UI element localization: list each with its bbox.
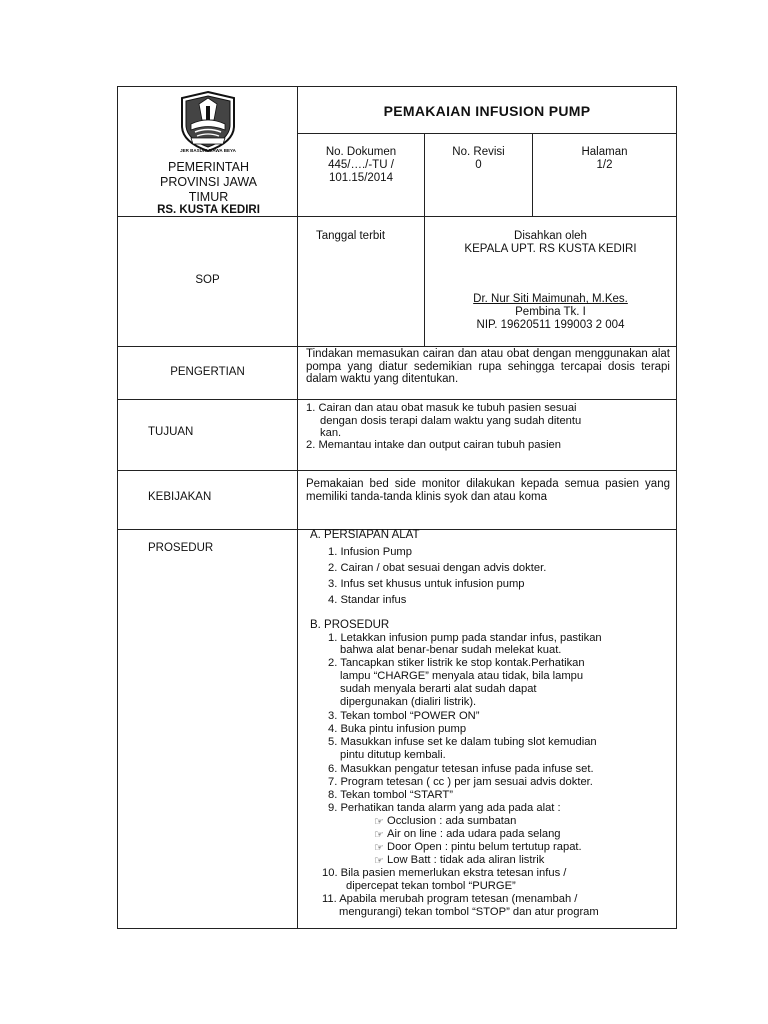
policy-text: Pemakaian bed side monitor dilakukan kepada semua pasien yang memiliki tanda-tanda klinis syok dan atau koma (306, 478, 670, 503)
a-item-2: 2. Cairan / obat sesuai dengan advis dokter. (328, 562, 547, 574)
alarm-line: Door Open : pintu belum tertutup rapat. (387, 841, 582, 853)
b-line: sudah menyala berarti alat sudah dapat (340, 683, 537, 695)
b-line: 4. Buka pintu infusion pump (328, 723, 467, 735)
purpose-item-2: 2. Memantau intake dan output cairan tubuh pasien (306, 439, 562, 451)
signer-nip: NIP. 19620511 199003 2 004 (476, 319, 625, 331)
approved-by-office: KEPALA UPT. RS KUSTA KEDIRI (464, 243, 637, 255)
doc-number-cell (297, 133, 425, 217)
policy-label-cell (117, 470, 298, 530)
purpose-item-1-line-2: dengan dosis terapi dalam waktu yang sudah ditentu (320, 415, 582, 427)
org-line-1: PEMERINTAH (167, 160, 250, 174)
hospital-name: RS. KUSTA KEDIRI (157, 204, 260, 216)
b-line: 3. Tekan tombol “POWER ON” (328, 710, 480, 722)
doc-number-line-2: 101.15/2014 (329, 172, 393, 184)
definition-label-cell (117, 346, 298, 400)
org-line-2: PROVINSI JAWA (159, 175, 257, 189)
alarm-line: Occlusion : ada sumbatan (387, 815, 517, 827)
alarm-line: Air on line : ada udara pada selang (387, 828, 561, 840)
revision-label: No. Revisi (452, 146, 505, 158)
pointing-hand-icon: ☞ (374, 855, 385, 867)
east-java-coat-of-arms-icon (177, 90, 239, 154)
org-line-3: TIMUR (188, 190, 229, 204)
procedure-label-cell (117, 529, 298, 929)
page-label: Halaman (581, 146, 628, 158)
pointing-hand-icon: ☞ (374, 829, 385, 841)
section-a-heading: A. PERSIAPAN ALAT (310, 529, 420, 541)
a-item-1: 1. Infusion Pump (328, 546, 412, 558)
b-line: pintu ditutup kembali. (340, 749, 446, 761)
doc-number-label: No. Dokumen (325, 146, 397, 158)
policy-label: KEBIJAKAN (148, 491, 212, 503)
definition-text-cell (297, 346, 677, 400)
section-b-heading: B. PROSEDUR (310, 619, 390, 631)
issue-date-label: Tanggal terbit (316, 230, 386, 242)
policy-text-cell (297, 470, 677, 530)
a-item-3: 3. Infus set khusus untuk infusion pump (328, 578, 525, 590)
logo-banner: JER BASUKI MAWA BEYA (180, 148, 236, 153)
approved-by-label: Disahkan oleh (514, 230, 587, 242)
b-line: mengurangi) tekan tombol “STOP” dan atur program (339, 906, 599, 918)
b-line: dipercepat tekan tombol “PURGE” (346, 880, 516, 892)
issue-date-cell (297, 216, 425, 347)
purpose-label: TUJUAN (148, 426, 194, 438)
b-line: 11. Apabila merubah program tetesan (menambah / (322, 893, 578, 905)
purpose-text-cell (297, 399, 677, 471)
b-line: dipergunakan (dialiri listrik). (340, 696, 477, 708)
revision-value: 0 (475, 159, 482, 171)
sop-document (117, 86, 677, 929)
b-line: 5. Masukkan infuse set ke dalam tubing slot kemudian (328, 736, 597, 748)
pointing-hand-icon: ☞ (374, 842, 385, 854)
signer-rank: Pembina Tk. I (515, 306, 586, 318)
b-line: bahwa alat benar-benar sudah melekat kuat. (340, 644, 562, 656)
b-line: 6. Masukkan pengatur tetesan infuse pada infuse set. (328, 763, 594, 775)
b-line: 9. Perhatikan tanda alarm yang ada pada alat : (328, 802, 561, 814)
procedure-text-cell (297, 529, 677, 929)
b-line: 10. Bila pasien memerlukan ekstra tetesan infus / (322, 867, 567, 879)
definition-label: PENGERTIAN (170, 366, 245, 378)
b-line: 1. Letakkan infusion pump pada standar infus, pastikan (328, 632, 602, 644)
logo-cell (117, 86, 298, 217)
doc-number-line-1: 445/…./-TU / (328, 159, 394, 171)
procedure-label: PROSEDUR (148, 542, 214, 554)
purpose-item-1-line-3: kan. (320, 427, 342, 439)
purpose-item-1-line-1: 1. Cairan dan atau obat masuk ke tubuh pasien sesuai (306, 402, 577, 414)
page-value: 1/2 (596, 159, 613, 171)
purpose-label-cell (117, 399, 298, 471)
b-line: lampu “CHARGE” menyala atau tidak, bila lampu (340, 670, 584, 682)
document-title: PEMAKAIAN INFUSION PUMP (383, 103, 591, 119)
title-cell (297, 86, 677, 134)
definition-text: Tindakan memasukan cairan dan atau obat dengan menggunakan alat pompa yang diatur sedemikian rupa sehingga tercapai dosis terapi dalam waktu yang ditentukan. (306, 348, 670, 385)
revision-cell (424, 133, 533, 217)
pointing-hand-icon: ☞ (374, 816, 385, 828)
alarm-line: Low Batt : tidak ada aliran listrik (387, 854, 545, 866)
b-line: 7. Program tetesan ( cc ) per jam sesuai advis dokter. (328, 776, 593, 788)
signer-name: Dr. Nur Siti Maimunah, M.Kes. (473, 293, 628, 305)
sop-label: SOP (195, 274, 220, 286)
page-cell (532, 133, 677, 217)
approval-cell (424, 216, 677, 347)
a-item-4: 4. Standar infus (328, 594, 407, 606)
b-line: 2. Tancapkan stiker listrik ke stop kontak.Perhatikan (328, 657, 585, 669)
sop-label-cell (117, 216, 298, 347)
b-line: 8. Tekan tombol “START” (328, 789, 453, 801)
